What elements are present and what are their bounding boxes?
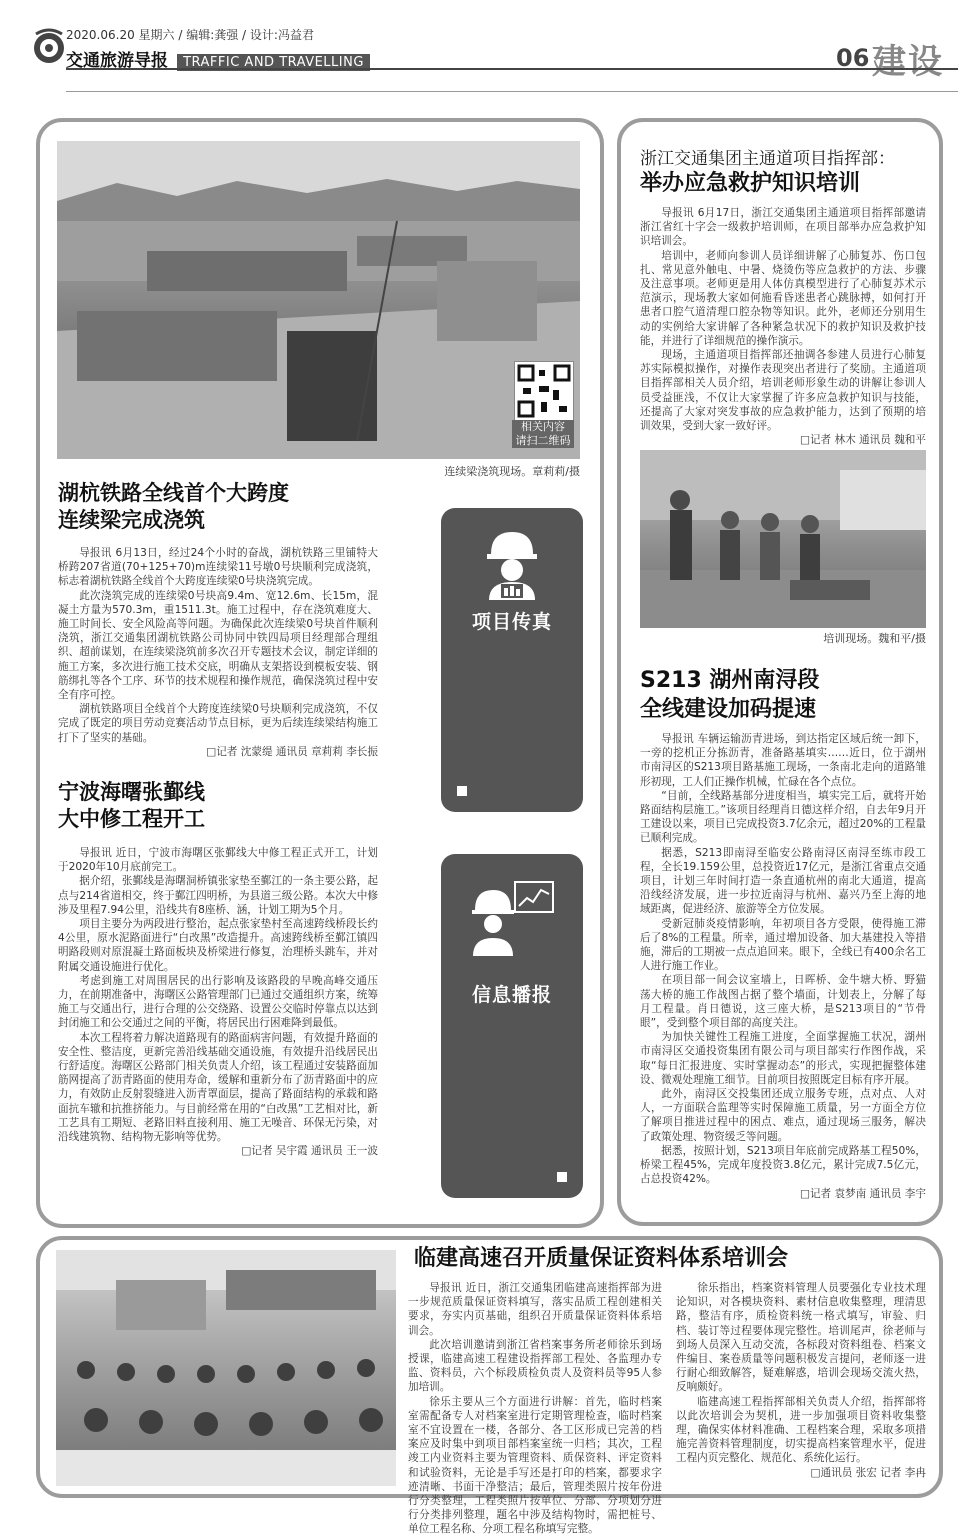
article4-title-line1: S213 湖州南浔段 — [640, 668, 820, 693]
tag-square-mark — [557, 1172, 567, 1182]
article4-paragraph: “目前，全线路基部分进度相当，填实完工后，就将开始路面结构层施工。”该项目经理肖日德这样介绍，自去年9月开工建设以来，项目已完成投资3.7亿余元，超过20%的工程量已顺利完成。 — [640, 789, 926, 845]
tag-square-mark — [457, 786, 467, 796]
photo-caption: 培训现场。魏和平/摄 — [823, 632, 926, 645]
article4-paragraph: 据悉，按照计划，S213项目年底前完成路基工程50%，桥梁工程45%，完成年度投资3.8亿元，累计完成7.5亿元，占总投资42%。 — [640, 1144, 926, 1186]
brand-english: TRAFFIC AND TRAVELLING — [177, 54, 370, 71]
masthead — [66, 46, 370, 71]
article2-paragraph: 考虑到施工对周围居民的出行影响及该路段的早晚高峰交通压力，在前期准备中，海曙区公路管理部门已通过交通组织方案，统筹施工与交通出行，进行合理的公交绕路、设置公交临时停靠点以达到封闭施工和公交通过之间的平衡，将居民出行困难降到最低。 — [58, 974, 378, 1030]
article2-byline: □记者 吴宇霞 通讯员 王一波 — [241, 1145, 378, 1158]
article4-paragraph: 受新冠肺炎疫情影响，年初项目各方受限，使得施工滞后了8%的工程量。所幸，通过增加设备、加大基建投入等措施，滞后的工期被一点点追回来。眼下，全线已有400余名工人进行施工作业。 — [640, 917, 926, 973]
header-rule-thin — [66, 91, 958, 92]
page-number: 06 — [836, 44, 870, 72]
article5-title: 临建高速召开质量保证资料体系培训会 — [414, 1246, 789, 1271]
qr-code — [514, 361, 574, 421]
qr-caption-line2: 请扫二维码 — [515, 434, 571, 447]
article4-paragraph: 此外，南浔区交投集团还成立服务专班，点对点、人对人，一方面联合监理等实时保障施工质量，另一方面全方位了解项目推进过程中的困点、难点，通过现场三服务，解决了政策处理、物资缓乏等问题。 — [640, 1088, 926, 1143]
qr-code-icon — [515, 362, 573, 420]
worker-helmet-icon — [483, 524, 541, 600]
article2-paragraph: 本次工程将着力解决道路现有的路面病害问题，有效提升路面的安全性、整洁度，更新完善沿线基础交通设施，有效提升沿线居民出行舒适度。海曙区公路部门相关负责人介绍，该工程通过安装路面加筋网提高了沥青路面的使用寿命，缓解和重新分布了沥青路面中的应力，有效防止反射裂缝进入沥青罩面层，提高了路面结构的承载和路面抗车辙和抗推挤能力。与目前经常在用的“白改黑”工艺相对比，新工艺具有工期短、老路旧料直接利用、施工无噪音、环保无污染，对沿线建筑物、结构物无影响等优势。 — [58, 1031, 378, 1144]
section-tag-info-broadcast — [441, 854, 583, 1198]
photo-illustration — [56, 1250, 396, 1486]
article2-paragraph: 导报讯 近日，宁波市海曙区张鄞线大中修工程正式开工，计划于2020年10月底前完工。 — [58, 847, 378, 874]
brand-chinese: 交通旅游导报 — [66, 51, 168, 71]
article5-byline: □通讯员 张宏 记者 李冉 — [810, 1466, 926, 1479]
article5-paragraph: 徐乐指出，档案资料管理人员要强化专业技术理论知识，对各模块资料、素材信息收集整理，理清思路，整洁有序，质检资料统一格式填写，审验、归档、装订等过程要体现完整性。培训尾声，徐老师与到场人员深入互动交流，各标段对资料组卷、档案文件编目、案卷质量等问题积极发言提问，老师逐一进行耐心细致解答，疑难解惑，培训会现场交流火热，反响颇好。 — [676, 1282, 926, 1394]
photo-training-meeting — [56, 1250, 396, 1486]
article3-paragraph: 导报讯 6月17日，浙江交通集团主通道项目指挥部邀请浙江省红十字会一级救护培训师，在项目部举办应急救护知识培训会。 — [640, 207, 926, 248]
section-tag-project-fax — [441, 508, 583, 812]
article5-body-col1 — [408, 1281, 662, 1537]
article4-title — [640, 666, 930, 724]
article3-title: 举办应急救护知识培训 — [640, 171, 861, 196]
article3-byline: □记者 林木 通讯员 魏和平 — [799, 434, 926, 447]
article2-title-line1: 宁波海曙张鄞线 — [58, 780, 205, 804]
article1-paragraph: 此次浇筑完成的连续梁0号块高9.4m、宽12.6m、长15m，混凝土方量为570.3m，重1511.3t。施工过程中，存在浇筑难度大、施工时间长、安全风险高等问题。为确保此次连续梁0号块首件顺利浇筑，浙江交通集团湖杭铁路公司协同中铁四局项目经理部合理组织、超前谋划，在连续梁浇筑前多次召开专题技术会议，制定详细的施工方案，多次进行施工技术交底，明确从支架搭设到模板安装、钢筋绑扎等各个工序、环节的技术规程和操作规范，确保浇筑过程中安全有序可控。 — [58, 589, 378, 702]
header-meta: 2020.06.20 星期六 / 编辑:龚强 / 设计:冯益君 — [66, 28, 314, 42]
article3-body — [640, 206, 926, 447]
article1-title — [58, 480, 458, 534]
article2-title — [58, 779, 418, 833]
article3-paragraph: 培训中，老师向参训人员详细讲解了心肺复苏、伤口包扎、常见意外触电、中暑、烧烫伤等应急救护的方法、步骤及注意事项。老师更是用人体仿真模型进行了心肺复苏术示范演示，现场教大家如何施看昏迷患者心跳脉搏，如何打开患者口腔气道清理口腔杂物等知识。此外，老师还分别用生动的实例给大家讲解了各种紧急状况下的救护知识及救护技能，并进行了详细规范的操作演示。 — [640, 249, 926, 347]
article4-byline: □记者 袁梦南 通讯员 李宇 — [799, 1187, 926, 1200]
article4-paragraph: 据悉，S213即南浔至临安公路南浔区南浔至练市段工程，全长19.159公里，总投资近17亿元，是浙江省重点交通项目，计划三年时间打造一条直通杭州的南北大通道，提高沿线经济发展，进一步拉近南浔与杭州、嘉兴乃至上海的地域距离，促进经济、旅游等全方位发展。 — [640, 846, 926, 916]
article3-subtitle: 浙江交通集团主通道项目指挥部： — [640, 149, 895, 169]
article4-body — [640, 732, 926, 1201]
article1-byline: □记者 沈蒙缇 通讯员 章莉莉 李长振 — [206, 745, 378, 758]
article4-paragraph: 导报讯 车辆运输沥青进场，到达指定区域后统一卸下，一旁的挖机正分拣沥青，准备路基填实……近日，位于湖州市南浔区的S213项目路基施工现场，一条南北走向的道路雏形初现，工人们正操作机械，忙碌在各个点位。 — [640, 733, 926, 788]
article5-body-col2 — [676, 1281, 926, 1480]
article2-body — [58, 846, 378, 1158]
article5-paragraph: 此次培训邀请到浙江省档案事务所老师徐乐到场授课，临建高速工程建设指挥部工程处、各监理办专监、资料员，六个标段质检负责人及资料员等95人参加培训。 — [408, 1338, 662, 1394]
article5-paragraph: 临建高速工程指挥部相关负责人介绍，指挥部将以此次培训会为契机，进一步加强项目资料收集整理，确保实体材料准确、工程档案合理，采取多项措施完善资料管理制度，切实提高档案管理水平，促进工程内页完整化、规范化、系统化运行。 — [676, 1395, 926, 1465]
qr-caption — [512, 420, 574, 448]
section-tag-label: 信息播报 — [471, 984, 552, 1006]
article4-paragraph: 在项目部一间会议室墙上，日晖桥、金牛塘大桥、野猫荡大桥的施工作战图占据了整个墙面，计划表上，分解了每月工程量。肖日德说，这三座大桥，是S213项目的“节骨眼”，受到整个项目部的高度关注。 — [640, 974, 926, 1030]
article5-paragraph: 徐乐主要从三个方面进行讲解：首先，临时档案室需配备专人对档案室进行定期管理检查，临时档案室不宜设置在一楼，各部分、各工区形成已完善的档案应及时集中到项目部档案室统一归档；其次，工程竣工内业资料主要为管理资料、质保资料、评定资料和试验资料，无论是手写还是打印的档案，都要求字迹清晰、书面干净整洁；最后，管理类照片按年份进行分类整理，工程类照片按单位、分部、分项划分进行分类排列整理，题名中涉及结构物时，需把桩号、单位工程名称、分项工程名称填写完整。 — [408, 1395, 662, 1536]
section-tag-label: 项目传真 — [471, 611, 552, 633]
newspaper-logo-icon — [32, 26, 66, 66]
article2-title-line2: 大中修工程开工 — [58, 807, 205, 831]
article1-paragraph: 导报讯 6月13日，经过24个小时的奋战，湖杭铁路三里铺特大桥跨207省道(70+125+70)m连续梁11号墩0号块顺利完成浇筑，标志着湖杭铁路全线首个大跨度连续梁0号块浇筑完成。 — [58, 547, 378, 588]
article5-paragraph: 导报讯 近日，浙江交通集团临建高速指挥部为进一步规范质量保证资料填写，落实品质工程创建相关要求，夯实内页基础，组织召开质量保证资料体系培训会。 — [408, 1282, 662, 1337]
article3-paragraph: 现场，主通道项目指挥部还抽调各参建人员进行心肺复苏实际模拟操作，对操作表现突出者进行了奖励。主通道项目指挥部相关人员介绍，培训老师形象生动的讲解让参训人员受益匪浅，不仅让大家掌握了许多应急救护知识与技能，还提高了大家对突发事故的应急救护能力，达到了预期的培训效果，受到大家一致好评。 — [640, 349, 926, 433]
article2-paragraph: 项目主要分为两段进行整治，起点张家垫村至高速跨线桥段长约4公里，原水泥路面进行“白改黑”改造提升。高速跨线桥至鄞江镇四明路段则对原混凝土路面板块及桥梁进行修复，治理桥头跳车，并对附属交通设施进行优化。 — [58, 918, 378, 973]
article1-body — [58, 546, 378, 759]
article2-paragraph: 据介绍，张鄞线是海曙洞桥镇张家垫至鄞江的一条主要公路，起点与214省道相交，终于鄞江四明桥，为县道三级公路。本次大中修涉及里程7.94公里，沿线共有8座桥、涵，计划工期为5个月。 — [58, 875, 378, 916]
article4-title-line2: 全线建设加码提速 — [640, 697, 817, 722]
photo-illustration — [640, 450, 926, 628]
worker-chart-icon — [471, 876, 555, 956]
article4-paragraph: 为加快关键性工程施工进度，全面掌握施工状况，湖州市南浔区交通投资集团有限公司与项目部实行作图作战，采取“每日汇报进度、实时掌握动态”的形式，实现把握整体建设、微观处理施工细节。目前项目按照既定目标有序开展。 — [640, 1031, 926, 1086]
header-rule — [66, 68, 958, 70]
article1-paragraph: 湖杭铁路项目全线首个大跨度连续梁0号块顺利完成浇筑，不仅完成了既定的项目劳动竞赛活动节点目标，更为后续连续梁结构施工打下了坚实的基础。 — [58, 703, 378, 744]
article1-title-line1: 湖杭铁路全线首个大跨度 — [58, 481, 289, 505]
photo-caption: 连续梁浇筑现场。章莉莉/摄 — [444, 465, 580, 478]
photo-bridge-construction — [57, 141, 580, 459]
section-title: 建设 — [872, 42, 944, 82]
photo-illustration — [57, 141, 580, 459]
article1-title-line2: 连续梁完成浇筑 — [58, 508, 205, 532]
photo-training-scene — [640, 450, 926, 628]
qr-caption-line1: 相关内容 — [521, 420, 565, 433]
